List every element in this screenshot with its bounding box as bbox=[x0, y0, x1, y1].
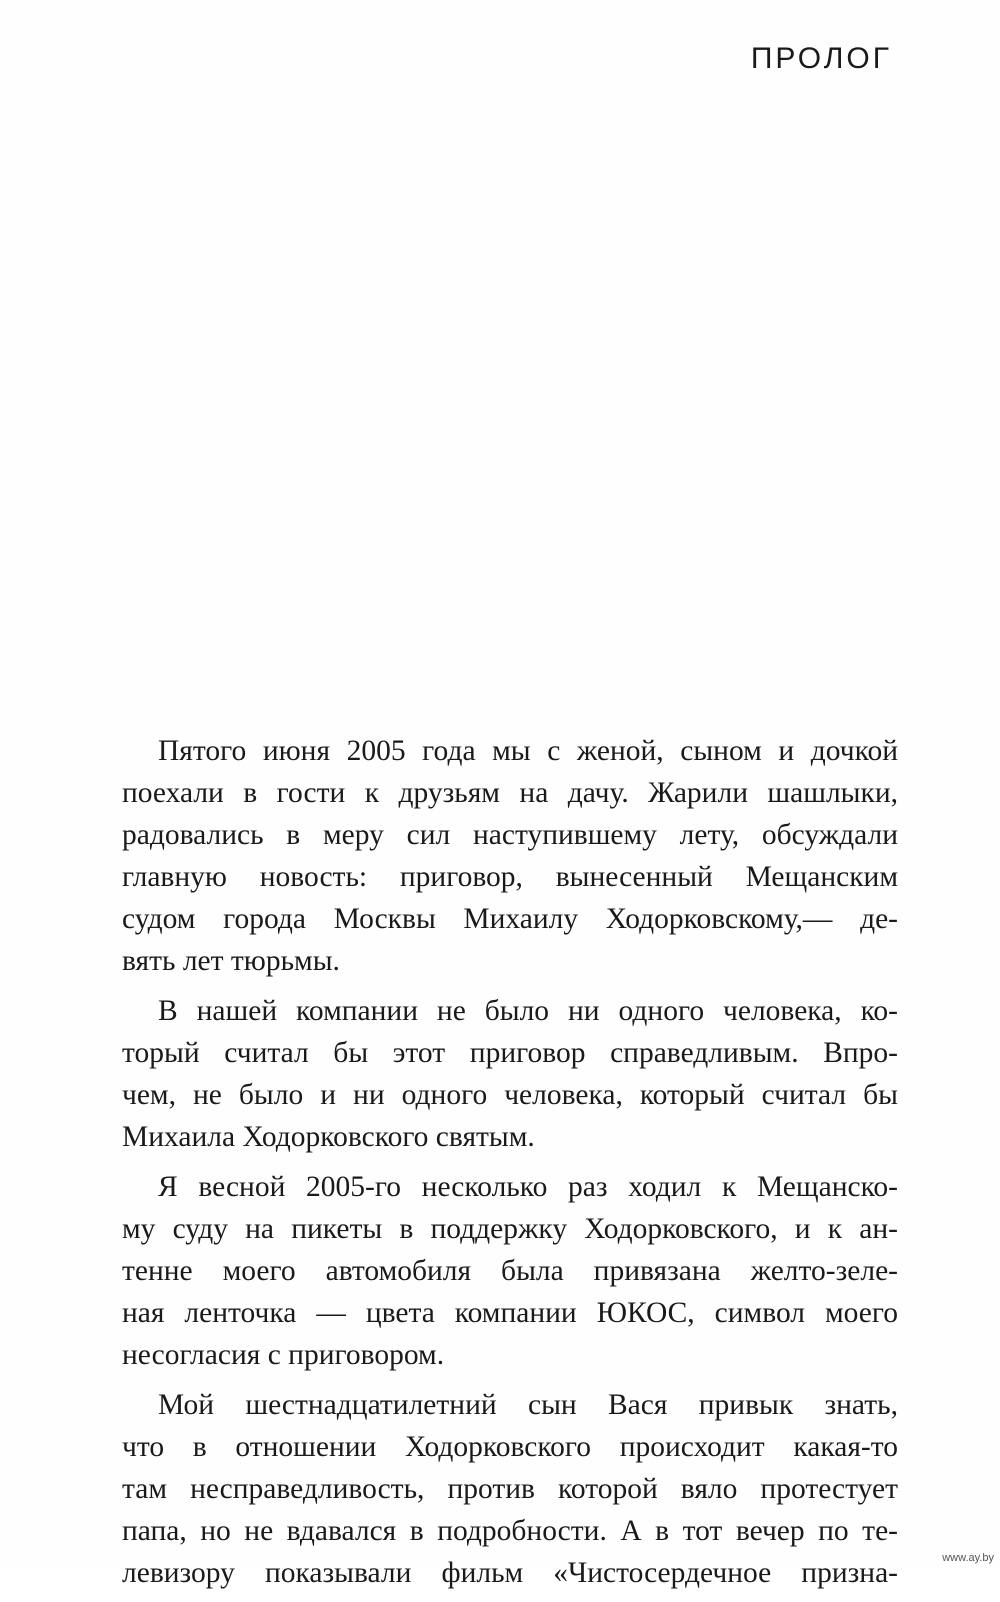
text-line: главную новость: приговор, вынесенный Мещанским bbox=[122, 861, 898, 893]
text-line: чем, не было и ни одного человека, который считал бы bbox=[122, 1079, 898, 1111]
paragraph-4 bbox=[122, 1384, 898, 1594]
body-text bbox=[122, 730, 898, 1602]
text-line: радовались в меру сил наступившему лету, обсуждали bbox=[122, 819, 898, 851]
text-line: несогласия с приговором. bbox=[122, 1339, 445, 1371]
text-line: папа, но не вдавался в подробности. А в тот вечер по те- bbox=[122, 1515, 898, 1547]
text-line: Пятого июня 2005 года мы с женой, сыном и дочкой bbox=[158, 735, 898, 767]
text-line: вять лет тюрьмы. bbox=[122, 945, 340, 977]
paragraph-3 bbox=[122, 1166, 898, 1376]
text-line: что в отношении Ходорковского происходит какая-то bbox=[122, 1431, 898, 1463]
text-line: там несправедливость, против которой вяло протестует bbox=[122, 1473, 898, 1505]
chapter-title: ПРОЛОГ bbox=[750, 42, 892, 75]
text-line: Я весной 2005-го несколько раз ходил к Мещанско- bbox=[158, 1171, 898, 1203]
text-line: ная ленточка — цвета компании ЮКОС, символ моего bbox=[122, 1297, 898, 1329]
text-line: судом города Москвы Михаилу Ходорковскому,— де- bbox=[122, 903, 898, 935]
paragraph-1 bbox=[122, 730, 898, 982]
text-line: левизору показывали фильм «Чистосердечное призна- bbox=[122, 1557, 898, 1589]
text-line: му суду на пикеты в поддержку Ходорковского, и к ан- bbox=[122, 1213, 898, 1245]
text-line: поехали в гости к друзьям на дачу. Жарили шашлыки, bbox=[122, 777, 898, 809]
watermark: www.ay.by bbox=[942, 1552, 994, 1564]
paragraph-2 bbox=[122, 990, 898, 1158]
text-line: Мой шестнадцатилетний сын Вася привык знать, bbox=[158, 1389, 898, 1421]
text-line: Михаила Ходорковского святым. bbox=[122, 1121, 535, 1153]
text-line: торый считал бы этот приговор справедливым. Впро- bbox=[122, 1037, 898, 1069]
text-line: тенне моего автомобиля была привязана желто-зеле- bbox=[122, 1255, 898, 1287]
text-line: В нашей компании не было ни одного человека, ко- bbox=[158, 995, 898, 1027]
